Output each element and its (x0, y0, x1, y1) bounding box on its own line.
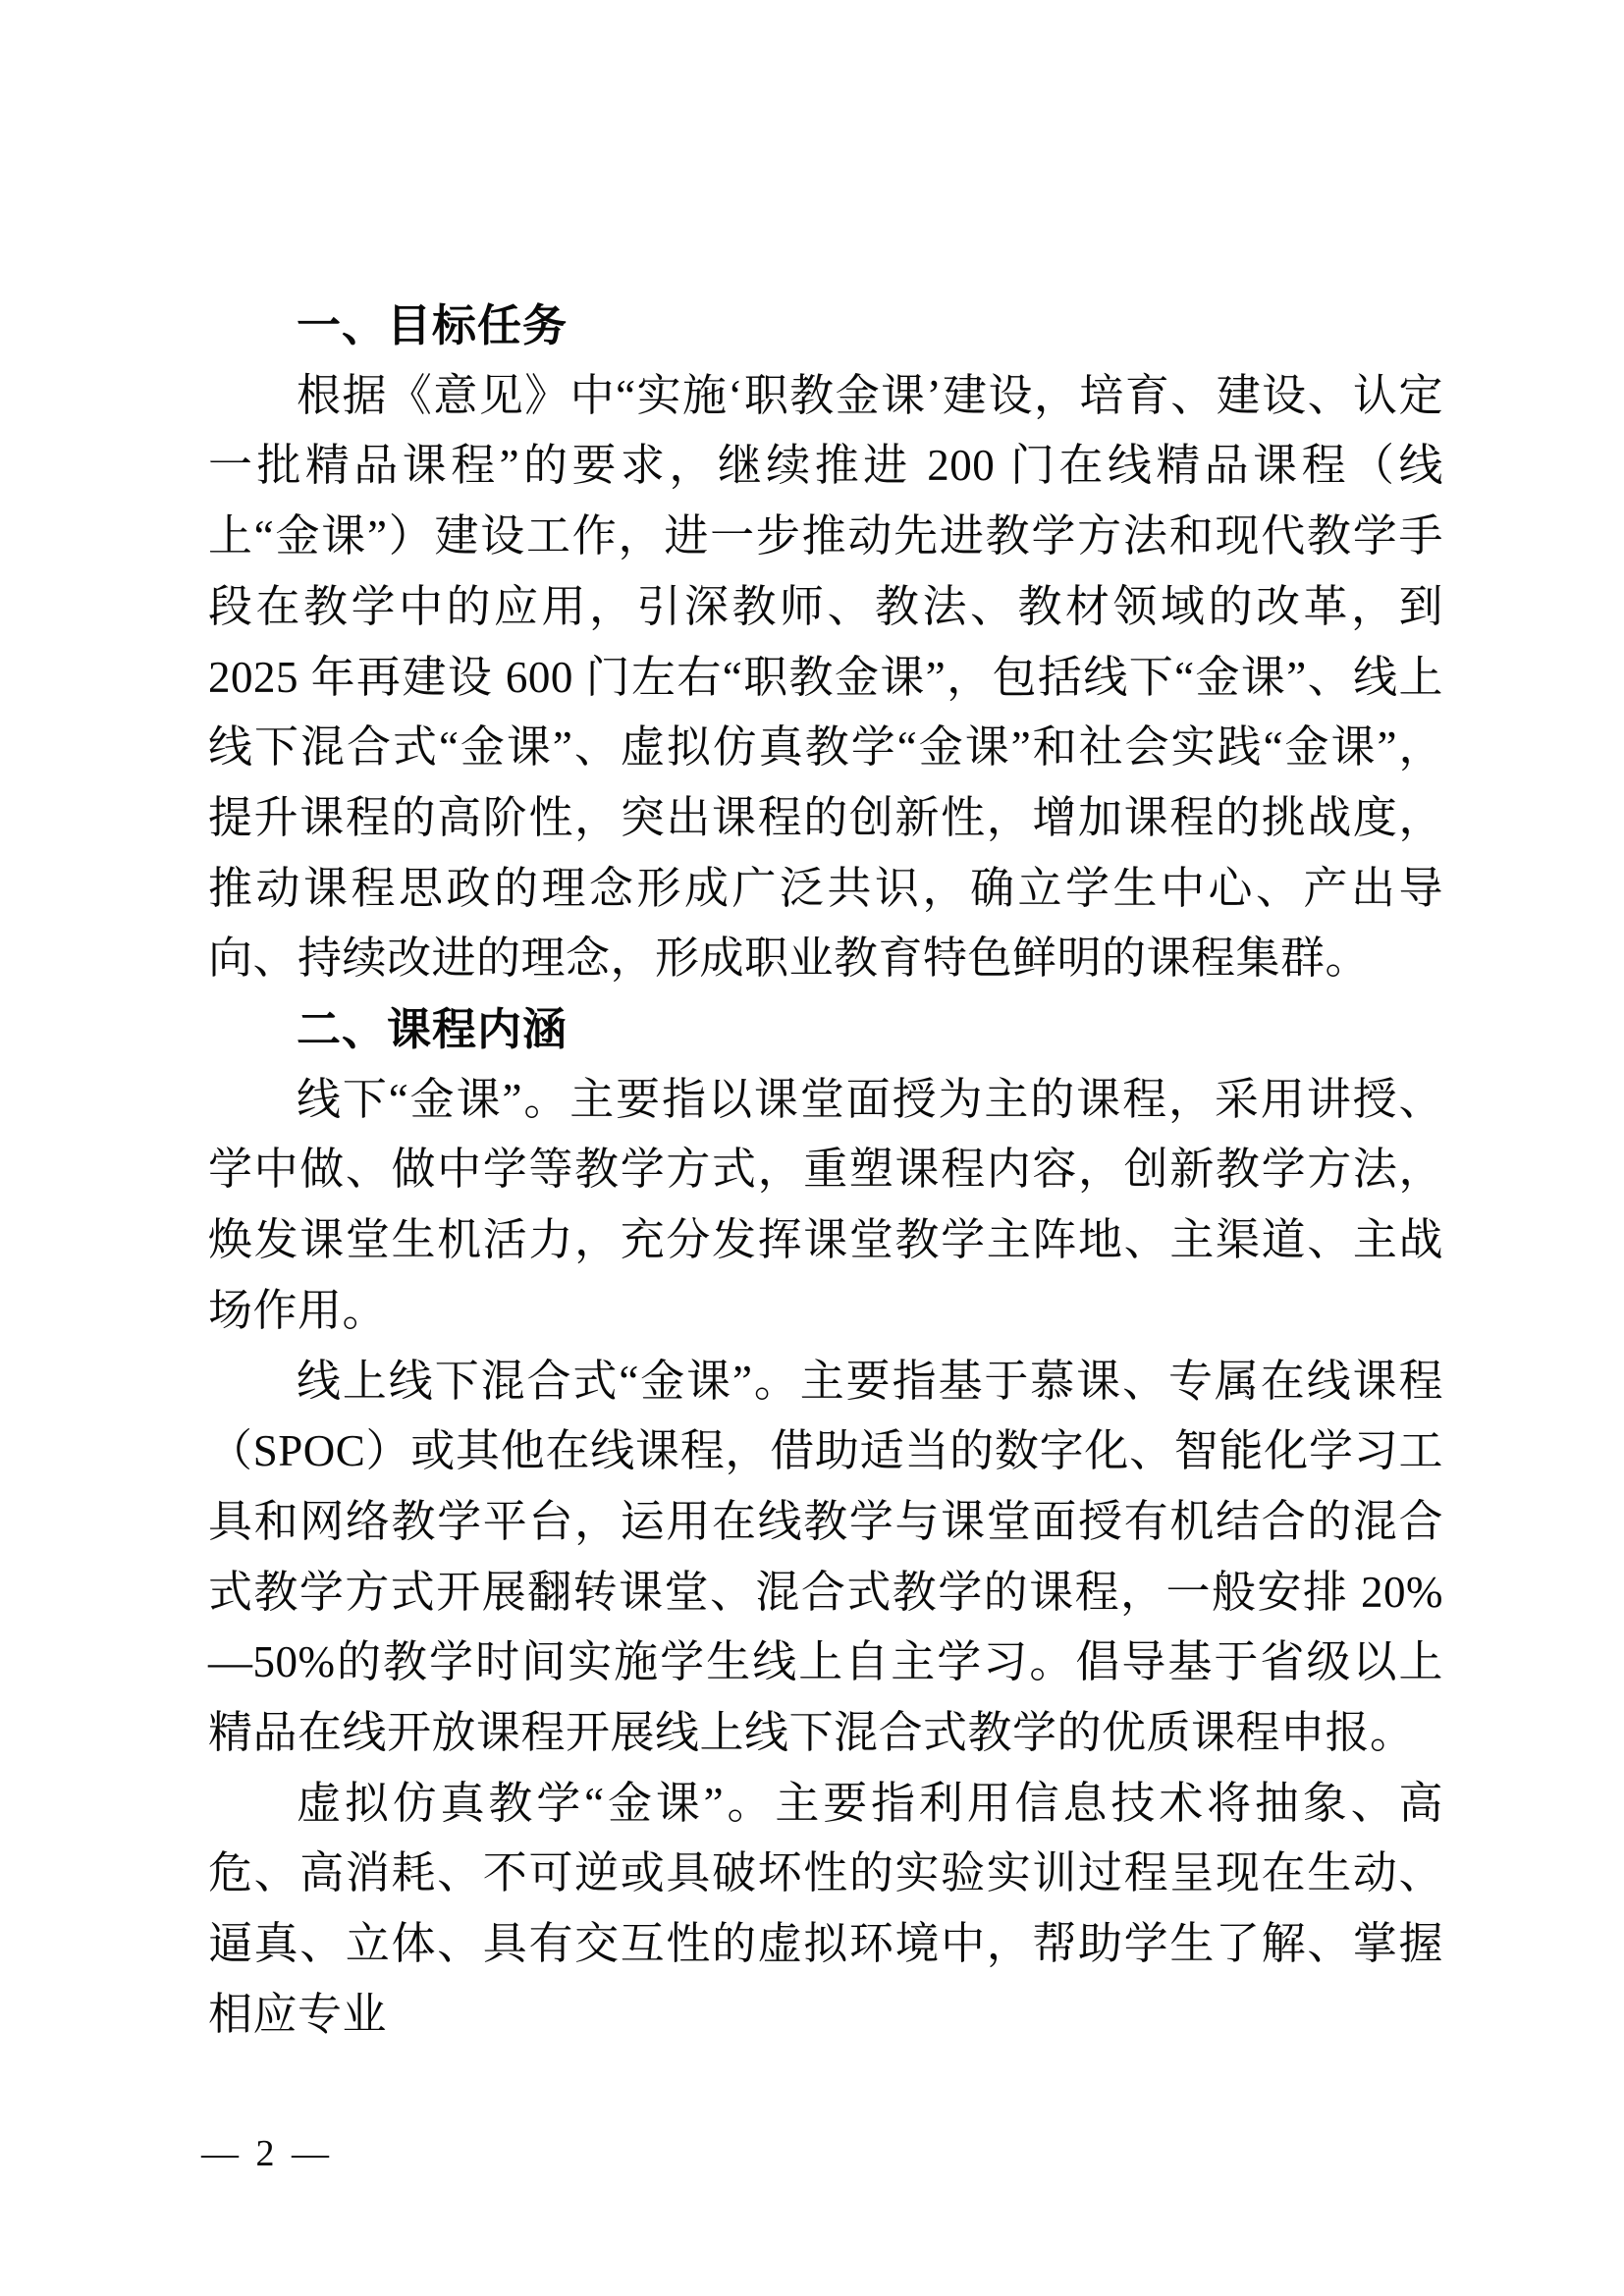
paragraph-virtual-simulation-course: 虚拟仿真教学“金课”。主要指利用信息技术将抽象、高危、高消耗、不可逆或具破坏性的实验实训过程呈现在生动、逼真、立体、具有交互性的虚拟环境中，帮助学生了解、掌握相应专业 (208, 1778, 1443, 2039)
section-heading-goals-tasks: 一、目标任务 (297, 300, 568, 350)
paragraph-offline-course: 线下“金课”。主要指以课堂面授为主的课程，采用讲授、学中做、做中学等教学方式，重塑课程内容，创新教学方法，焕发课堂生机活力，充分发挥课堂教学主阵地、主渠道、主战场作用。 (208, 1074, 1443, 1335)
page-number: — 2 — (201, 2133, 333, 2174)
paragraph-blended-course: 线上线下混合式“金课”。主要指基于慕课、专属在线课程（SPOC）或其他在线课程，借助适当的数字化、智能化学习工具和网络教学平台，运用在线教学与课堂面授有机结合的混合式教学方式开展翻转课堂、混合式教学的课程，一般安排 20%—50%的教学时间实施学生线上自主学习。倡导基于省级以上精品在线开放课程开展线上线下混合式教学的优质课程申报。 (208, 1356, 1443, 1758)
document-body (208, 291, 1443, 2051)
paragraph-goals-tasks: 根据《意见》中“实施‘职教金课’建设，培育、建设、认定一批精品课程”的要求，继续推进 200 门在线精品课程（线上“金课”）建设工作，进一步推动先进教学方法和现代教学手段在教学中的应用，引深教师、教法、教材领域的改革，到 2025 年再建设 600 门左右“职教金课”，包括线下“金课”、线上线下混合式“金课”、虚拟仿真教学“金课”和社会实践“金课”，提升课程的高阶性，突出课程的创新性，增加课程的挑战度，推动课程思政的理念形成广泛共识，确立学生中心、产出导向、持续改进的理念，形成职业教育特色鲜明的课程集群。 (208, 370, 1443, 984)
section-heading-course-content: 二、课程内涵 (297, 1004, 568, 1055)
